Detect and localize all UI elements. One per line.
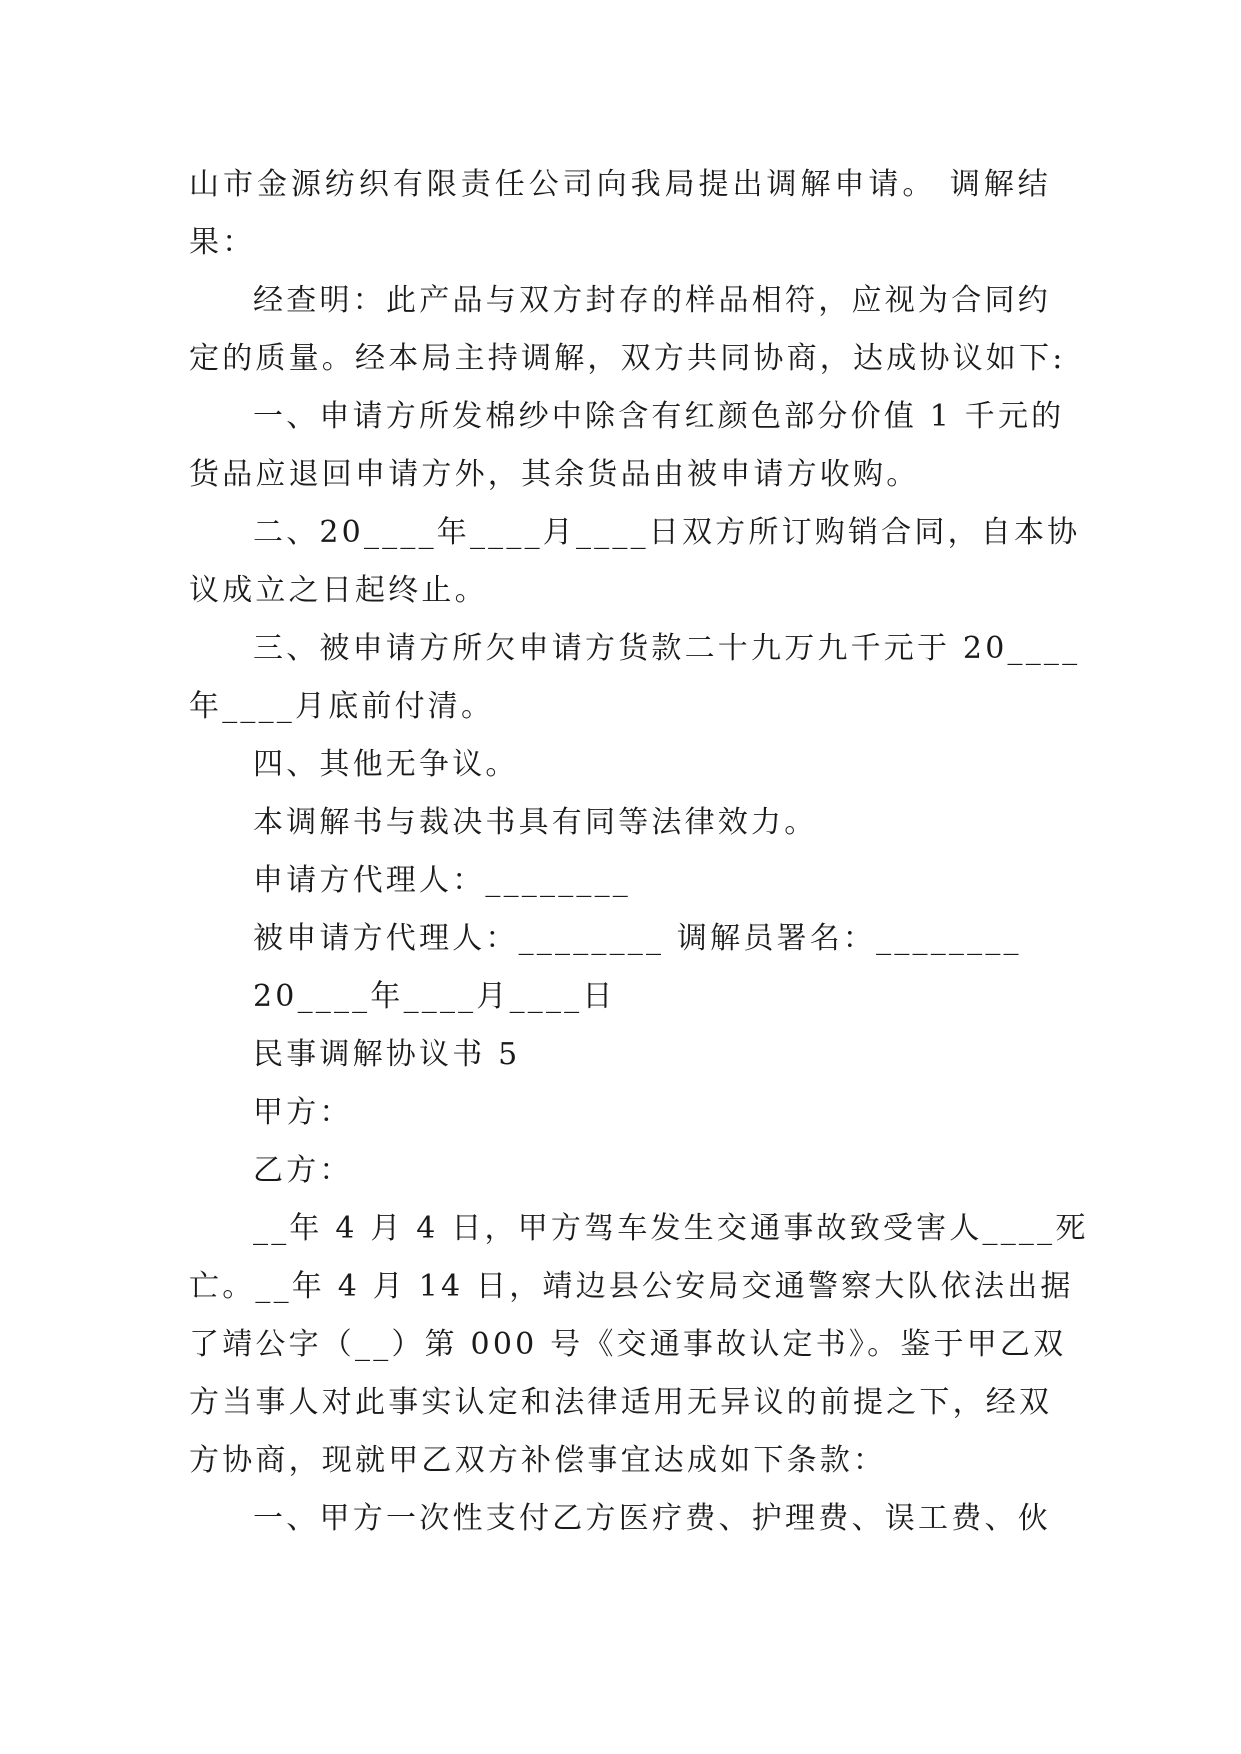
party-a-line: 甲方： [253,1095,353,1130]
paragraph-line: 果： [189,225,256,260]
paragraph-line: 方当事人对此事实认定和法律适用无异议的前提之下，经双 [189,1385,1053,1420]
paragraph-line: 一、甲方一次性支付乙方医疗费、护理费、误工费、伙 [253,1501,1051,1536]
paragraph-line: 方协商，现就甲乙双方补偿事宜达成如下条款： [189,1443,887,1478]
paragraph-line: 了靖公字（__）第 000 号《交通事故认定书》。鉴于甲乙双 [189,1327,1067,1362]
paragraph-line: 货品应退回申请方外，其余货品由被申请方收购。 [189,457,920,492]
paragraph-line: 年____月底前付清。 [189,689,495,724]
section-title: 民事调解协议书 5 [253,1037,521,1072]
paragraph-line: 亡。__年 4 月 14 日，靖边县公安局交通警察大队依法出据 [189,1269,1074,1304]
document-body [189,156,1089,1548]
paragraph-line: 一、申请方所发棉纱中除含有红颜色部分价值 1 千元的 [253,399,1065,434]
signature-line-applicant-agent: 申请方代理人：________ [253,863,631,898]
paragraph-line: 议成立之日起终止。 [189,573,488,608]
paragraph-line: 三、被申请方所欠申请方货款二十九万九千元于 20____ [253,631,1081,666]
paragraph-line: 四、其他无争议。 [253,747,519,782]
paragraph-line: 山市金源纺织有限责任公司向我局提出调解申请。 调解结 [189,167,1051,202]
paragraph-line: 二、20____年____月____日双方所订购销合同，自本协 [253,515,1081,550]
paragraph-line: 经查明：此产品与双方封存的样品相符，应视为合同约 [253,283,1051,318]
signature-line-respondent-mediator: 被申请方代理人：________ 调解员署名：________ [253,921,1022,956]
party-b-line: 乙方： [253,1153,353,1188]
paragraph-line: __年 4 月 4 日，甲方驾车发生交通事故致受害人____死 [253,1211,1089,1246]
paragraph-line: 定的质量。经本局主持调解，双方共同协商，达成协议如下: [189,341,1066,376]
date-line: 20____年____月____日 [253,979,616,1014]
paragraph-line: 本调解书与裁决书具有同等法律效力。 [253,805,818,840]
